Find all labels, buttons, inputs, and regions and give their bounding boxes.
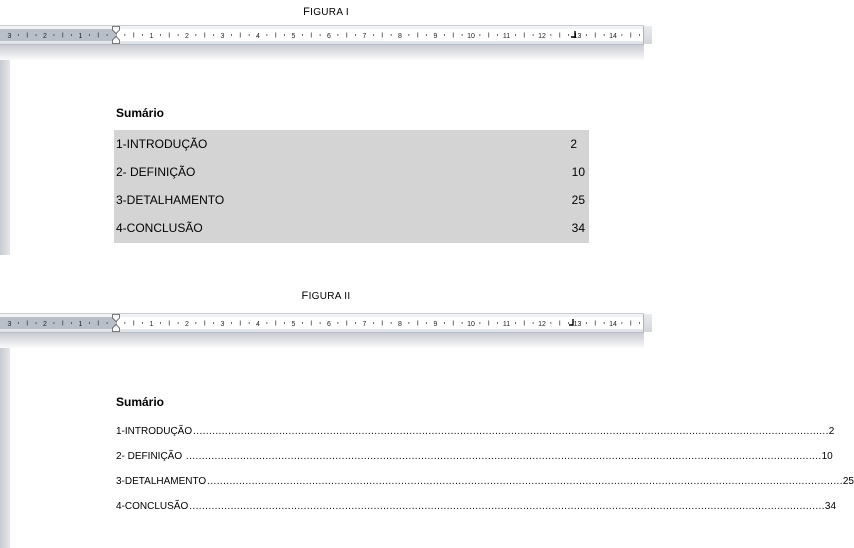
toc-entry-label: 1-INTRODUÇÃO xyxy=(116,426,193,437)
toc-title: Sumário xyxy=(116,395,165,409)
toc-entry-page: 2 xyxy=(828,426,835,437)
toc-entry-label: 1-INTRODUÇÃO xyxy=(116,137,208,151)
ruler-number: 8 xyxy=(398,33,402,40)
ruler-number: 3 xyxy=(7,33,12,40)
ruler-ticks xyxy=(0,317,644,329)
ruler-number: 9 xyxy=(433,321,438,328)
toc-leader-dots: ........................................................................................................................................................................................................ xyxy=(185,451,822,462)
toc-entry[interactable] xyxy=(116,471,854,487)
horizontal-ruler[interactable] xyxy=(0,25,644,45)
page-top-shadow xyxy=(0,45,644,61)
ruler-number: 1 xyxy=(149,33,154,40)
ruler-number: 9 xyxy=(433,33,438,40)
toc-entry[interactable] xyxy=(114,214,589,242)
ruler-number: 2 xyxy=(185,33,189,40)
ruler-number: 4 xyxy=(256,321,260,328)
ruler-ticks xyxy=(0,29,644,41)
ruler-number: 14 xyxy=(609,321,617,328)
toc-shaded-field[interactable] xyxy=(114,130,589,243)
toc-entry-page: 25 xyxy=(571,193,585,207)
ruler-number: 3 xyxy=(7,321,12,328)
toc-entry-page: 25 xyxy=(842,476,854,487)
toc-entry-label: 3-DETALHAMENTO xyxy=(116,193,225,207)
toc-entry-page: 10 xyxy=(571,165,585,179)
ruler-number: 3 xyxy=(220,33,225,40)
caption-initial: F xyxy=(303,6,311,18)
page-left-gutter xyxy=(0,60,10,255)
ruler-number: 7 xyxy=(362,321,367,328)
caption-rest: IGURA II xyxy=(308,291,351,302)
toc-entry-page: 34 xyxy=(571,221,585,235)
ruler-scale xyxy=(0,29,644,41)
ruler-number: 10 xyxy=(467,33,475,40)
toc-entry-label: 4-CONCLUSÃO xyxy=(116,501,189,512)
toc-leader-dots: ........................................................................................................................................................................................................ xyxy=(193,426,829,437)
ruler-scale xyxy=(0,317,644,329)
toc-entry[interactable] xyxy=(114,186,589,214)
ruler-number: 6 xyxy=(327,321,331,328)
ruler-number: 3 xyxy=(220,321,225,328)
ruler-number: 13 xyxy=(573,33,582,40)
document-body-1 xyxy=(116,106,164,120)
toc-entry-page: 10 xyxy=(821,451,833,462)
ruler-right-edge xyxy=(643,26,652,44)
ruler-number: 2 xyxy=(43,33,47,40)
ruler-number: 7 xyxy=(362,33,367,40)
ruler-number: 6 xyxy=(327,33,331,40)
ruler-number: 1 xyxy=(78,321,83,328)
figure-2-caption xyxy=(0,290,652,302)
page-left-gutter xyxy=(0,348,10,548)
toc-entry-page: 2 xyxy=(570,137,577,151)
toc-entry-page: 34 xyxy=(824,501,837,512)
ruler-number: 11 xyxy=(502,321,511,328)
ruler-number: 2 xyxy=(43,321,47,328)
caption-initial: F xyxy=(301,290,309,302)
page-top-shadow xyxy=(0,333,644,349)
toc-entry-label: 4-CONCLUSÃO xyxy=(116,221,203,235)
toc-entry[interactable] xyxy=(116,446,833,462)
indent-marker-icon[interactable] xyxy=(112,314,120,332)
horizontal-ruler[interactable] xyxy=(0,313,644,333)
ruler-number: 1 xyxy=(78,33,83,40)
toc-entry-label: 2- DEFINIÇÃO xyxy=(116,165,196,179)
ruler-number: 4 xyxy=(256,33,260,40)
toc-title: Sumário xyxy=(116,106,165,120)
right-tab-stop-icon[interactable] xyxy=(571,31,577,39)
ruler-number: 12 xyxy=(538,321,546,328)
ruler-number: 5 xyxy=(291,33,296,40)
caption-rest: IGURA I xyxy=(310,7,349,18)
toc-entry[interactable] xyxy=(114,158,589,186)
figure-1-caption xyxy=(0,6,652,18)
ruler-number: 1 xyxy=(149,321,154,328)
toc-entry[interactable] xyxy=(116,421,835,437)
ruler-number: 5 xyxy=(291,321,296,328)
ruler-number: 10 xyxy=(467,321,475,328)
toc-leader-dots: ........................................................................................................................................................................................................ xyxy=(189,501,825,512)
indent-marker-icon[interactable] xyxy=(112,26,120,44)
toc-leader-dots: ........................................................................................................................................................................................................ xyxy=(207,476,843,487)
ruler-number: 12 xyxy=(538,33,546,40)
ruler-number: 8 xyxy=(398,321,402,328)
ruler-number: 14 xyxy=(609,33,617,40)
toc-entry-label: 3-DETALHAMENTO xyxy=(116,476,207,487)
ruler-right-edge xyxy=(643,314,652,332)
right-tab-stop-icon[interactable] xyxy=(569,319,575,327)
ruler-number: 13 xyxy=(573,321,582,328)
toc-entry-label: 2- DEFINIÇÃO xyxy=(116,451,185,462)
document-body-2 xyxy=(116,395,164,409)
ruler-number: 2 xyxy=(185,321,189,328)
ruler-number: 11 xyxy=(502,33,511,40)
toc-entry[interactable] xyxy=(116,496,837,512)
toc-entry[interactable] xyxy=(114,130,589,158)
